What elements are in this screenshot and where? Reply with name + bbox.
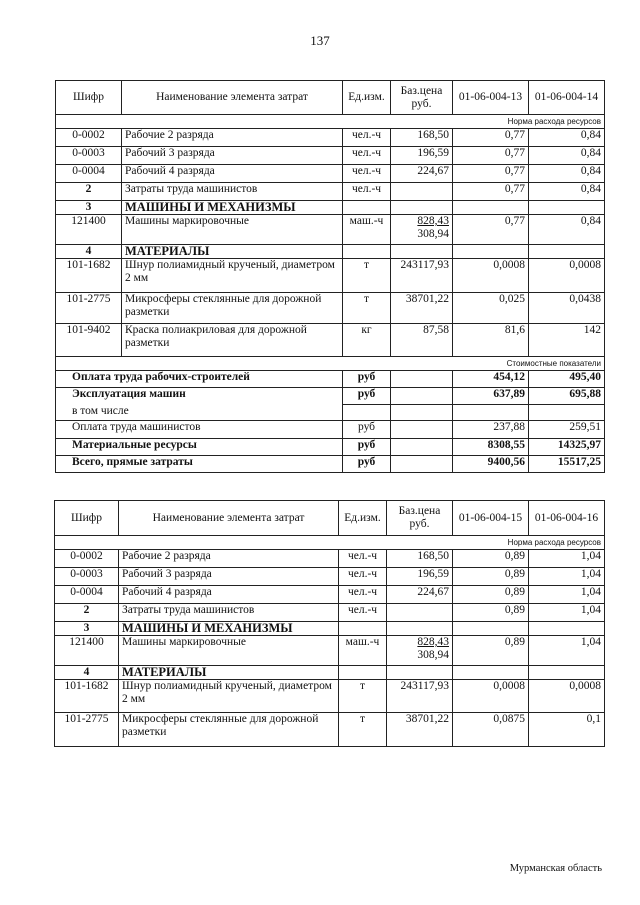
summary-label: Оплата труда рабочих-строителей xyxy=(56,371,343,388)
summary-value-a: 8308,55 xyxy=(453,439,529,456)
row-value-a: 0,89 xyxy=(453,636,529,666)
summary-value-a: 454,12 xyxy=(453,371,529,388)
summary-value-b: 259,51 xyxy=(529,421,605,439)
table-row xyxy=(56,324,605,357)
row-code: 121400 xyxy=(56,215,122,245)
table-row xyxy=(56,215,605,245)
row-unit: чел.-ч xyxy=(339,568,387,586)
row-price xyxy=(391,183,453,201)
row-price xyxy=(391,215,453,245)
table-row xyxy=(55,568,605,586)
section-title: МАТЕРИАЛЫ xyxy=(119,666,339,680)
summary-label: Оплата труда машинистов xyxy=(56,421,343,439)
row-value-b: 0,1 xyxy=(529,713,605,747)
table-row xyxy=(55,586,605,604)
row-name: Микросферы стеклянные для дорожной разметки xyxy=(119,713,339,747)
row-unit: кг xyxy=(343,324,391,357)
row-price: 38701,22 xyxy=(387,713,453,747)
row-value-b: 1,04 xyxy=(529,586,605,604)
row-price: 196,59 xyxy=(391,147,453,165)
table-row xyxy=(56,147,605,165)
row-code: 2 xyxy=(56,183,122,201)
summary-row xyxy=(56,371,605,388)
row-unit: чел.-ч xyxy=(343,147,391,165)
row-name: Рабочий 3 разряда xyxy=(122,147,343,165)
row-value-a: 0,77 xyxy=(453,147,529,165)
row-name: Рабочие 2 разряда xyxy=(119,550,339,568)
section-code: 4 xyxy=(56,245,122,259)
header-col-a: 01-06-004-13 xyxy=(453,81,529,115)
section-row xyxy=(56,201,605,215)
row-name: Краска полиакриловая для дорожной разметки xyxy=(122,324,343,357)
row-name: Рабочие 2 разряда xyxy=(122,129,343,147)
norm-label: Норма расхода ресурсов xyxy=(56,115,605,129)
row-value-b: 0,84 xyxy=(529,165,605,183)
header-name: Наименование элемента затрат xyxy=(119,501,339,536)
summary-value-b: 14325,97 xyxy=(529,439,605,456)
price-main: 828,43 xyxy=(417,636,449,648)
summary-row xyxy=(56,388,605,405)
page-number: 137 xyxy=(310,33,330,48)
row-unit: чел.-ч xyxy=(339,604,387,622)
header-col-a: 01-06-004-15 xyxy=(453,501,529,536)
summary-unit: руб xyxy=(343,439,391,456)
row-value-a: 0,0008 xyxy=(453,259,529,293)
row-value-a: 0,77 xyxy=(453,215,529,245)
table-row xyxy=(55,713,605,747)
header-name: Наименование элемента затрат xyxy=(122,81,343,115)
summary-label: в том числе xyxy=(56,405,343,421)
summary-value-a: 637,89 xyxy=(453,388,529,405)
row-code: 101-2775 xyxy=(56,293,122,324)
row-name: Микросферы стеклянные для дорожной разметки xyxy=(122,293,343,324)
row-unit: т xyxy=(343,293,391,324)
row-value-b: 0,0008 xyxy=(529,680,605,713)
row-price: 168,50 xyxy=(391,129,453,147)
summary-value-a: 237,88 xyxy=(453,421,529,439)
summary-label: Эксплуатация машин xyxy=(56,388,343,405)
summary-value-b: 15517,25 xyxy=(529,456,605,473)
table-row xyxy=(55,550,605,568)
row-value-a: 0,025 xyxy=(453,293,529,324)
row-value-a: 0,0875 xyxy=(453,713,529,747)
row-unit: чел.-ч xyxy=(343,165,391,183)
row-value-a: 0,89 xyxy=(453,550,529,568)
row-value-a: 0,77 xyxy=(453,165,529,183)
row-unit: т xyxy=(343,259,391,293)
row-value-a: 0,89 xyxy=(453,604,529,622)
row-unit: чел.-ч xyxy=(339,586,387,604)
header-code: Шифр xyxy=(55,501,119,536)
row-unit: т xyxy=(339,713,387,747)
row-code: 121400 xyxy=(55,636,119,666)
row-name: Рабочий 3 разряда xyxy=(119,568,339,586)
summary-value-b: 495,40 xyxy=(529,371,605,388)
table-row xyxy=(56,259,605,293)
row-price: 196,59 xyxy=(387,568,453,586)
section-title: МАШИНЫ И МЕХАНИЗМЫ xyxy=(119,622,339,636)
row-value-a: 0,77 xyxy=(453,129,529,147)
row-price: 168,50 xyxy=(387,550,453,568)
section-code: 4 xyxy=(55,666,119,680)
row-price: 224,67 xyxy=(391,165,453,183)
row-code: 0-0004 xyxy=(55,586,119,604)
row-name: Затраты труда машинистов xyxy=(122,183,343,201)
summary-unit: руб xyxy=(343,456,391,473)
row-code: 101-1682 xyxy=(55,680,119,713)
row-price: 243117,93 xyxy=(387,680,453,713)
table-row xyxy=(56,129,605,147)
row-code: 0-0002 xyxy=(56,129,122,147)
row-unit: т xyxy=(339,680,387,713)
summary-row xyxy=(56,405,605,421)
table-row xyxy=(55,636,605,666)
row-price: 224,67 xyxy=(387,586,453,604)
row-value-a: 0,77 xyxy=(453,183,529,201)
row-value-b: 0,84 xyxy=(529,183,605,201)
price-main: 828,43 xyxy=(417,215,449,227)
summary-label: Всего, прямые затраты xyxy=(56,456,343,473)
header-price: Баз.цена руб. xyxy=(387,501,453,536)
table-row xyxy=(56,293,605,324)
row-name: Машины маркировочные xyxy=(119,636,339,666)
table-header xyxy=(56,81,605,115)
footer-region: Мурманская область xyxy=(509,863,602,874)
table-row xyxy=(55,680,605,713)
row-value-b: 142 xyxy=(529,324,605,357)
row-price: 243117,93 xyxy=(391,259,453,293)
row-unit: чел.-ч xyxy=(339,550,387,568)
row-value-b: 1,04 xyxy=(529,550,605,568)
summary-row xyxy=(56,439,605,456)
row-value-a: 0,89 xyxy=(453,568,529,586)
header-unit: Ед.изм. xyxy=(343,81,391,115)
row-value-b: 0,84 xyxy=(529,147,605,165)
section-code: 3 xyxy=(55,622,119,636)
header-unit: Ед.изм. xyxy=(339,501,387,536)
row-name: Шнур полиамидный крученый, диаметром 2 мм xyxy=(122,259,343,293)
row-code: 0-0002 xyxy=(55,550,119,568)
section-row xyxy=(55,666,605,680)
row-value-b: 1,04 xyxy=(529,636,605,666)
table-row xyxy=(56,183,605,201)
row-code: 0-0003 xyxy=(56,147,122,165)
row-name: Затраты труда машинистов xyxy=(119,604,339,622)
summary-value-a: 9400,56 xyxy=(453,456,529,473)
row-value-b: 1,04 xyxy=(529,568,605,586)
row-code: 101-9402 xyxy=(56,324,122,357)
resource-table-2 xyxy=(54,500,605,747)
row-name: Машины маркировочные xyxy=(122,215,343,245)
summary-value-b: 695,88 xyxy=(529,388,605,405)
row-name: Рабочий 4 разряда xyxy=(119,586,339,604)
table-header xyxy=(55,501,605,536)
row-price: 87,58 xyxy=(391,324,453,357)
summary-row xyxy=(56,421,605,439)
header-col-b: 01-06-004-14 xyxy=(529,81,605,115)
summary-unit: руб xyxy=(343,421,391,439)
row-unit: чел.-ч xyxy=(343,183,391,201)
row-unit: чел.-ч xyxy=(343,129,391,147)
row-code: 101-1682 xyxy=(56,259,122,293)
section-title: МАТЕРИАЛЫ xyxy=(122,245,343,259)
price-sub: 308,94 xyxy=(417,228,449,240)
summary-row xyxy=(56,456,605,473)
table-row xyxy=(55,604,605,622)
row-code: 0-0004 xyxy=(56,165,122,183)
table-row xyxy=(56,165,605,183)
summary-unit: руб xyxy=(343,371,391,388)
row-value-b: 0,0438 xyxy=(529,293,605,324)
header-price: Баз.цена руб. xyxy=(391,81,453,115)
header-col-b: 01-06-004-16 xyxy=(529,501,605,536)
row-code: 0-0003 xyxy=(55,568,119,586)
row-name: Рабочий 4 разряда xyxy=(122,165,343,183)
row-code: 101-2775 xyxy=(55,713,119,747)
row-value-a: 0,0008 xyxy=(453,680,529,713)
row-unit: маш.-ч xyxy=(339,636,387,666)
summary-label: Материальные ресурсы xyxy=(56,439,343,456)
header-code: Шифр xyxy=(56,81,122,115)
row-code: 2 xyxy=(55,604,119,622)
row-value-b: 1,04 xyxy=(529,604,605,622)
row-value-a: 0,89 xyxy=(453,586,529,604)
row-price xyxy=(387,604,453,622)
row-price xyxy=(387,636,453,666)
row-value-b: 0,84 xyxy=(529,129,605,147)
section-title: МАШИНЫ И МЕХАНИЗМЫ xyxy=(122,201,343,215)
row-name: Шнур полиамидный крученый, диаметром 2 мм xyxy=(119,680,339,713)
row-value-b: 0,0008 xyxy=(529,259,605,293)
price-sub: 308,94 xyxy=(417,649,449,661)
resource-table-1 xyxy=(55,80,605,473)
section-code: 3 xyxy=(56,201,122,215)
section-row xyxy=(56,245,605,259)
row-value-b: 0,84 xyxy=(529,215,605,245)
cost-label: Стоимостные показатели xyxy=(56,357,605,371)
section-row xyxy=(55,622,605,636)
row-value-a: 81,6 xyxy=(453,324,529,357)
row-unit: маш.-ч xyxy=(343,215,391,245)
row-price: 38701,22 xyxy=(391,293,453,324)
norm-label: Норма расхода ресурсов xyxy=(55,536,605,550)
summary-unit: руб xyxy=(343,388,391,405)
